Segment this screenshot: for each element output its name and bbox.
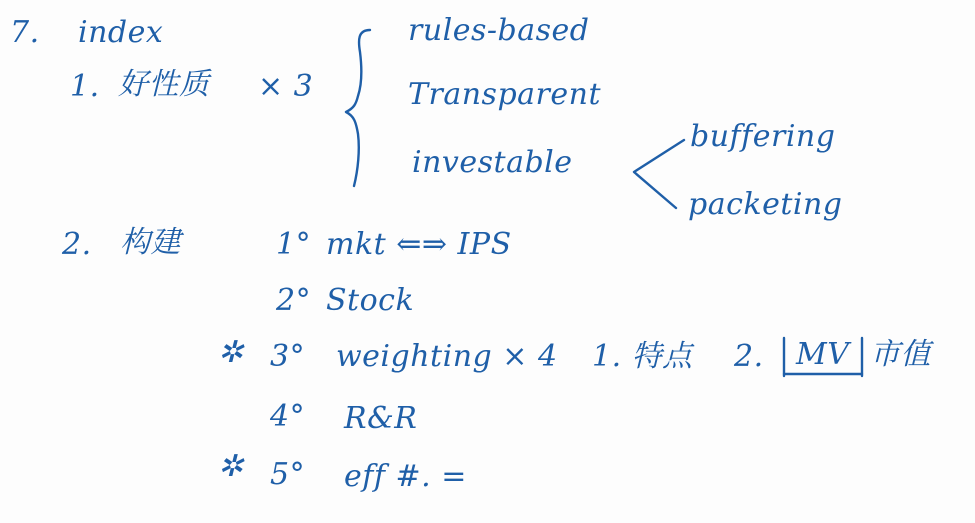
- item1-label: 好性质: [118, 67, 210, 102]
- step3-point1: 1. 特点: [592, 339, 693, 374]
- step2-text: Stock: [326, 283, 415, 318]
- property-rules-based: rules-based: [408, 13, 590, 48]
- item2-number: 2.: [62, 227, 92, 262]
- step1-number: 1°: [276, 227, 312, 262]
- step4-text: R&R: [344, 401, 418, 436]
- heading-title: index: [78, 15, 164, 50]
- step3-star-icon: ✲: [218, 335, 244, 370]
- sub-buffering: buffering: [690, 119, 836, 154]
- step3-point2-text: 市值: [870, 337, 931, 372]
- step4-number: 4°: [270, 399, 306, 434]
- item1-number: 1.: [70, 69, 100, 104]
- step5-star-icon: ✲: [218, 449, 244, 484]
- step3-text: weighting × 4: [336, 339, 558, 374]
- step5-number: 5°: [270, 457, 306, 492]
- step3-number: 3°: [270, 339, 306, 374]
- step5-text: eff #. =: [344, 459, 467, 494]
- step3-point2-number: 2.: [734, 339, 764, 374]
- property-transparent: Transparent: [408, 77, 602, 112]
- brace-icon: [340, 24, 380, 192]
- item2-label: 构建: [120, 225, 181, 260]
- item1-multiplier: × 3: [258, 69, 314, 104]
- sub-packeting: packeting: [688, 187, 843, 222]
- heading-number: 7.: [10, 15, 40, 50]
- step2-number: 2°: [276, 283, 312, 318]
- step1-text: mkt ⇐⇒ IPS: [326, 227, 512, 262]
- less-than-branch-icon: [628, 134, 690, 216]
- property-investable: investable: [412, 145, 573, 180]
- step3-point2-box: MV: [796, 337, 850, 372]
